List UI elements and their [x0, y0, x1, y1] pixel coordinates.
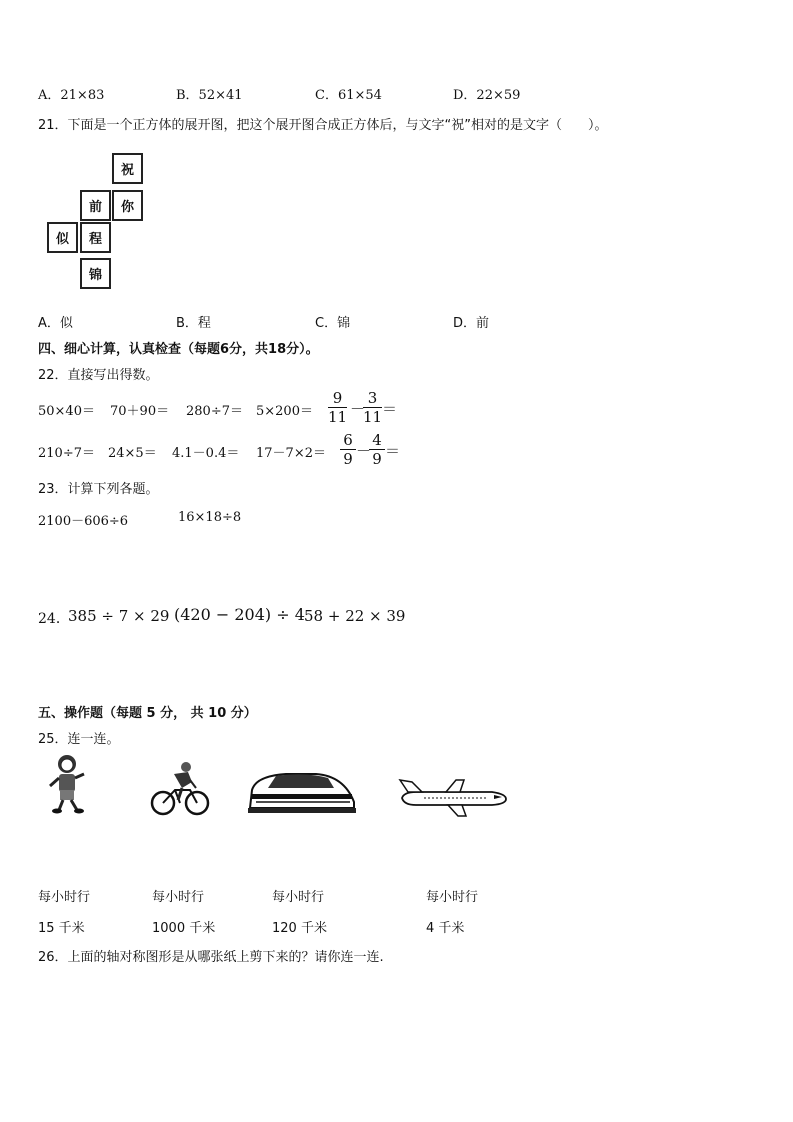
denominator: 9 — [343, 450, 353, 468]
q23-item-2: 16×18÷8 — [178, 510, 242, 525]
speed-prefix-2: 每小时行 — [152, 890, 205, 905]
airplane-picture — [396, 778, 508, 818]
denominator: 11 — [363, 408, 383, 426]
numerator: 6 — [343, 431, 353, 449]
q22-item-2: 70＋90＝ — [110, 404, 170, 419]
q21-option-d: D．前 — [453, 316, 490, 331]
speed-prefix-4: 每小时行 — [426, 890, 479, 905]
speed-value-4: 4 千米 — [426, 921, 465, 936]
q22-item-5: 210÷7＝ — [38, 446, 95, 461]
net-cell-cheng: 程 — [80, 222, 111, 253]
q21-option-b: B．程 — [176, 316, 211, 331]
q24-item-1: 385 ÷ 7 × 29 — [68, 607, 170, 625]
q20-option-d: D．22×59 — [453, 88, 521, 103]
net-cell-qian: 前 — [80, 190, 111, 221]
q22-fraction-a2 — [340, 431, 356, 468]
speed-value-3: 120 千米 — [272, 921, 327, 936]
speed-value-2: 1000 千米 — [152, 921, 216, 936]
q22-item-6: 24×5＝ — [108, 446, 157, 461]
q22-item-4: 5×200＝ — [256, 404, 313, 419]
numerator: 9 — [332, 389, 343, 407]
q20-option-c: C．61×54 — [315, 88, 382, 103]
net-cell-zhu: 祝 — [112, 153, 143, 184]
q24-label: 24． — [38, 611, 70, 627]
speed-prefix-1: 每小时行 — [38, 890, 91, 905]
q22-op-2: － — [356, 442, 372, 460]
q23-question: 23．计算下列各题。 — [38, 482, 159, 497]
q21-option-a: A．似 — [38, 316, 73, 331]
section4-heading: 四、细心计算，认真检查（每题6分，共18分）。 — [38, 342, 319, 357]
q24-item-3: 58 + 22 × 39 — [304, 607, 406, 625]
q22-fraction-b1 — [363, 389, 382, 426]
net-cell-si: 似 — [47, 222, 78, 253]
q22-fraction-a1 — [328, 389, 347, 426]
denominator: 11 — [328, 408, 348, 426]
q22-item-1: 50×40＝ — [38, 404, 95, 419]
q22-item-3: 280÷7＝ — [186, 404, 243, 419]
speed-value-1: 15 千米 — [38, 921, 85, 936]
girl-walking-picture — [44, 752, 90, 814]
q22-eq-2: ＝ — [385, 442, 401, 460]
q26-question: 26．上面的轴对称图形是从哪张纸上剪下来的？请你连一连. — [38, 950, 384, 965]
q21-option-c: C．锦 — [315, 316, 351, 331]
q22-item-7: 4.1－0.4＝ — [172, 446, 240, 461]
q22-question: 22．直接写出得数。 — [38, 368, 159, 383]
net-cell-jin: 锦 — [80, 258, 111, 289]
speed-prefix-3: 每小时行 — [272, 890, 325, 905]
q25-question: 25．连一连。 — [38, 732, 120, 747]
q21-question: 21．下面是一个正方体的展开图，把这个展开图合成正方体后，与文字“祝”相对的是文字（ ）。 — [38, 118, 608, 133]
q20-option-a: A．21×83 — [38, 88, 105, 103]
q22-fraction-b2 — [369, 431, 385, 468]
denominator: 9 — [372, 450, 382, 468]
net-cell-ni: 你 — [112, 190, 143, 221]
train-picture — [246, 768, 358, 816]
cyclist-picture — [150, 760, 210, 818]
section5-heading: 五、操作题（每题 5 分， 共 10 分） — [38, 706, 257, 721]
q22-eq-1: ＝ — [382, 400, 398, 418]
q24-item-2: (420 − 204) ÷ 4 — [174, 605, 305, 624]
q20-option-b: B．52×41 — [176, 88, 243, 103]
q23-item-1: 2100－606÷6 — [38, 514, 129, 529]
q22-item-8: 17－7×2＝ — [256, 446, 326, 461]
numerator: 4 — [372, 431, 382, 449]
q22-op-1: － — [350, 400, 366, 418]
numerator: 3 — [367, 389, 378, 407]
